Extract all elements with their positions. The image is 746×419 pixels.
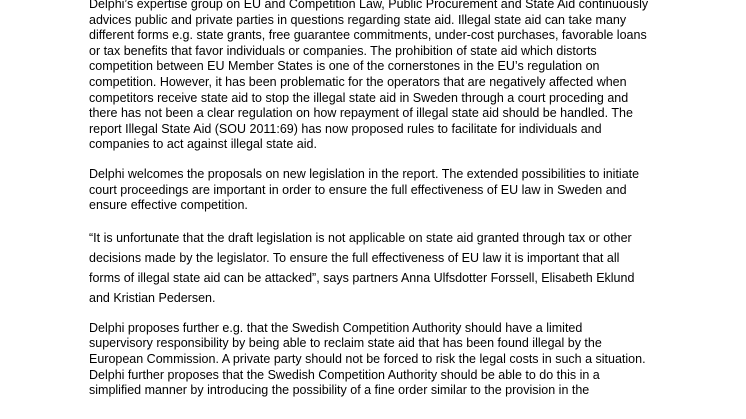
paragraph-spacer	[89, 308, 735, 321]
text-line: competition. However, it has been problematic for the operators that are negatively affected when	[89, 74, 627, 89]
text-line: companies to act against illegal state aid.	[89, 137, 317, 152]
text-line: advices public and private parties in questions regarding state aid. Illegal state aid can take many	[89, 12, 627, 27]
text-line: ensure effective competition.	[89, 198, 248, 213]
text-line: Delphi further proposes that the Swedish Competition Authority should be able to do this in a	[89, 367, 600, 382]
paragraph-spacer	[89, 153, 735, 167]
text-line: Delphi proposes further e.g. that the Swedish Competition Authority should have a limited	[89, 320, 583, 335]
text-line: and Kristian Pedersen.	[89, 290, 216, 305]
paragraph-further-proposals	[89, 321, 735, 399]
text-line: decisions made by the legislator. To ensure the full effectiveness of EU law it is important that all	[89, 250, 620, 265]
text-line: Delphi welcomes the proposals on new legislation in the report. The extended possibilities to initiate	[89, 166, 640, 181]
text-line: court proceedings are important in order to ensure the full effectiveness of EU law in Sweden and	[89, 182, 627, 197]
text-line: forms of illegal state aid can be attacked”, says partners Anna Ulfsdotter Forssell, Elisabeth Eklund	[89, 270, 635, 285]
text-line: report Illegal State Aid (SOU 2011:69) has now proposed rules to facilitate for individuals and	[89, 121, 602, 136]
text-line: supervisory responsibility by being able to reclaim state aid that has been found illegal by the	[89, 336, 602, 351]
text-line: “It is unfortunate that the draft legislation is not applicable on state aid granted through tax or other	[89, 230, 632, 245]
text-line: European Commission. A private party should not be forced to risk the legal costs in such a situation.	[89, 351, 646, 366]
text-line: simplified manner by introducing the possibility of a fine order similar to the provision in the	[89, 383, 590, 398]
text-line: competitors receive state aid to stop the illegal state aid in Sweden through a court proceding and	[89, 90, 629, 105]
paragraph-partner-quote	[89, 228, 735, 308]
text-line: different forms e.g. state grants, free guarantee commitments, under-cost purchases, favorable loans	[89, 28, 647, 43]
text-line: Delphi’s expertise group on EU and Competition Law, Public Procurement and State Aid continuously	[89, 0, 649, 11]
paragraph-expertise-group	[89, 0, 735, 153]
paragraph-spacer	[89, 214, 735, 228]
document-body	[89, 0, 735, 399]
text-line: or tax benefits that favor individuals or companies. The prohibition of state aid which distorts	[89, 43, 597, 58]
paragraph-welcomes-proposals	[89, 167, 735, 214]
text-line: there has not been a clear regulation on how repayment of illegal state aid should be handled. The	[89, 106, 633, 121]
text-line: competition between EU Member States is one of the cornerstones in the EU’s regulation on	[89, 59, 600, 74]
